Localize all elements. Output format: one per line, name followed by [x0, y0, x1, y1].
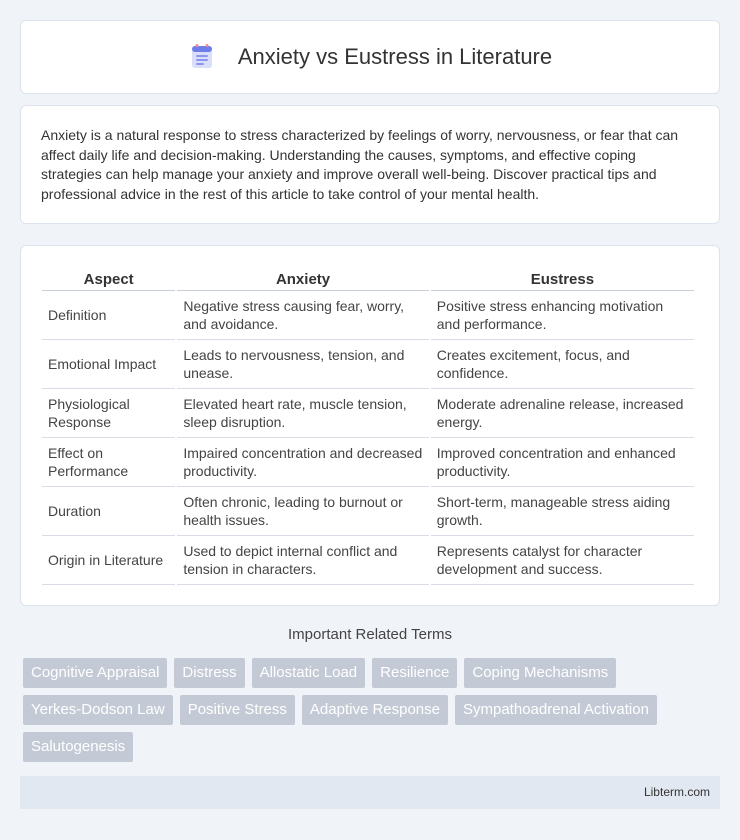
eustress-cell: Creates excitement, focus, and confidence.	[431, 340, 694, 389]
table-row	[42, 389, 694, 438]
term-tag[interactable]: Resilience	[372, 658, 457, 688]
anxiety-cell: Leads to nervousness, tension, and unease.	[177, 340, 428, 389]
anxiety-cell: Often chronic, leading to burnout or health issues.	[177, 487, 428, 536]
term-tag[interactable]: Distress	[174, 658, 244, 688]
related-terms-list	[23, 658, 723, 762]
comparison-table	[40, 266, 696, 585]
aspect-cell: Emotional Impact	[42, 340, 175, 389]
intro-card	[20, 105, 720, 224]
eustress-cell: Represents catalyst for character development and success.	[431, 536, 694, 585]
term-tag[interactable]: Coping Mechanisms	[464, 658, 616, 688]
column-header-eustress: Eustress	[431, 266, 694, 291]
column-header-anxiety: Anxiety	[177, 266, 428, 291]
anxiety-cell: Impaired concentration and decreased productivity.	[177, 438, 428, 487]
term-tag[interactable]: Salutogenesis	[23, 732, 133, 762]
table-row	[42, 438, 694, 487]
aspect-cell: Origin in Literature	[42, 536, 175, 585]
page-title: Anxiety vs Eustress in Literature	[237, 44, 553, 69]
aspect-cell: Effect on Performance	[42, 438, 175, 487]
table-row	[42, 536, 694, 585]
column-header-aspect: Aspect	[42, 266, 175, 291]
table-row	[42, 340, 694, 389]
aspect-cell: Definition	[42, 291, 175, 340]
header-card	[20, 20, 720, 94]
eustress-cell: Improved concentration and enhanced productivity.	[431, 438, 694, 487]
eustress-cell: Short-term, manageable stress aiding growth.	[431, 487, 694, 536]
eustress-cell: Positive stress enhancing motivation and performance.	[431, 291, 694, 340]
aspect-cell: Physiological Response	[42, 389, 175, 438]
related-terms-title: Important Related Terms	[288, 626, 452, 643]
term-tag[interactable]: Positive Stress	[180, 695, 295, 725]
anxiety-cell: Elevated heart rate, muscle tension, sleep disruption.	[177, 389, 428, 438]
table-row	[42, 291, 694, 340]
anxiety-cell: Used to depict internal conflict and tension in characters.	[177, 536, 428, 585]
eustress-cell: Moderate adrenaline release, increased energy.	[431, 389, 694, 438]
table-header-row	[42, 266, 694, 291]
term-tag[interactable]: Allostatic Load	[252, 658, 366, 688]
term-tag[interactable]: Cognitive Appraisal	[23, 658, 167, 688]
term-tag[interactable]: Sympathoadrenal Activation	[455, 695, 657, 725]
table-row	[42, 487, 694, 536]
footer	[20, 776, 720, 809]
term-tag[interactable]: Yerkes-Dodson Law	[23, 695, 173, 725]
aspect-cell: Duration	[42, 487, 175, 536]
anxiety-cell: Negative stress causing fear, worry, and avoidance.	[177, 291, 428, 340]
intro-text: Anxiety is a natural response to stress characterized by feelings of worry, nervousness, or fear that can affect daily life and decision-making. Understanding the causes, symptoms, and effective coping strategies can help manage your anxiety and improve overall well-being. Discover practical tips and professional advice in the rest of this article to take control of your mental health.	[41, 127, 679, 202]
footer-site-link[interactable]: Libterm.com	[643, 785, 710, 799]
term-tag[interactable]: Adaptive Response	[302, 695, 448, 725]
document-icon	[188, 43, 216, 71]
comparison-card	[20, 245, 720, 606]
